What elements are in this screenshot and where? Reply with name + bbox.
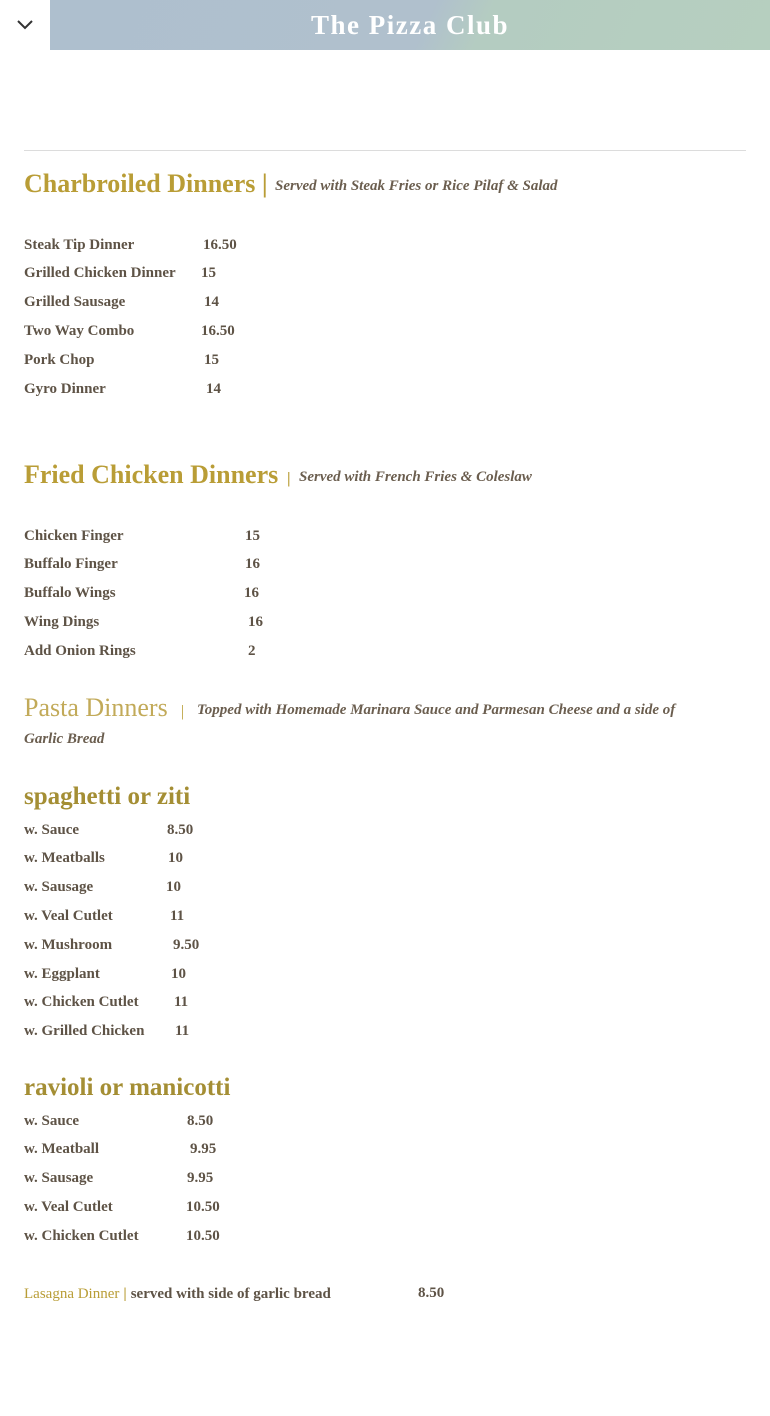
menu-item-name: w. Eggplant (24, 966, 100, 982)
site-title[interactable]: The Pizza Club (310, 9, 509, 40)
menu-item-price: 8.50 (187, 1113, 214, 1129)
menu-toggle-button[interactable] (0, 0, 50, 50)
menu-item-price: 9.50 (173, 937, 200, 953)
menu-item-name: w. Grilled Chicken (24, 1023, 145, 1039)
menu-item-name: w. Veal Cutlet (24, 1199, 113, 1215)
lasagna-name: Lasagna Dinner (24, 1286, 120, 1302)
lasagna-line (24, 1285, 331, 1303)
lasagna-note: served with side of garlic bread (130, 1286, 331, 1302)
menu-item-name: Gyro Dinner (24, 381, 106, 397)
fried-pipe: | (287, 470, 291, 487)
menu-item-price: 16.50 (203, 237, 237, 253)
menu-item-name: Add Onion Rings (24, 643, 136, 659)
menu-item-name: Wing Dings (24, 614, 100, 630)
menu-item-name: Pork Chop (24, 352, 95, 368)
menu-item-name: w. Meatballs (24, 850, 105, 866)
menu-item-price: 9.95 (190, 1141, 217, 1157)
lasagna-pipe: | (123, 1286, 127, 1302)
menu-item-price: 2 (248, 643, 256, 659)
fried-title: Fried Chicken Dinners (24, 460, 279, 489)
menu-item-name: w. Sausage (24, 879, 94, 895)
section-divider (24, 150, 746, 151)
menu-item-name: w. Sauce (24, 1113, 80, 1129)
menu-item-price: 11 (174, 994, 189, 1010)
menu-item-name: Buffalo Wings (24, 585, 116, 601)
spaghetti-title: spaghetti or ziti (24, 783, 191, 810)
menu-item-price: 16 (244, 585, 259, 601)
menu-item-name: Buffalo Finger (24, 556, 118, 572)
menu-item-name: Steak Tip Dinner (24, 237, 135, 253)
menu-item-price: 8.50 (167, 822, 194, 838)
menu-item-price: 11 (170, 908, 185, 924)
menu-item-price: 14 (204, 294, 219, 310)
menu-item-price: 14 (206, 381, 221, 397)
lasagna-price: 8.50 (418, 1285, 445, 1301)
pasta-title: Pasta Dinners (24, 693, 168, 722)
menu-item-name: w. Mushroom (24, 937, 113, 953)
ravioli-title: ravioli or manicotti (24, 1074, 231, 1101)
menu-item-price: 11 (175, 1023, 190, 1039)
menu-item-price: 10.50 (186, 1199, 220, 1215)
menu-item-name: Chicken Finger (24, 528, 124, 544)
menu-item-name: Two Way Combo (24, 323, 135, 339)
menu-item-name: w. Chicken Cutlet (24, 1228, 139, 1244)
menu-item-name: Grilled Chicken Dinner (24, 265, 176, 281)
menu-item-price: 9.95 (187, 1170, 214, 1186)
menu-item-price: 16 (245, 556, 260, 572)
chevron-down-icon (16, 19, 34, 31)
menu-item-name: w. Sauce (24, 822, 80, 838)
menu-item-name: w. Veal Cutlet (24, 908, 113, 924)
menu-item-name: w. Sausage (24, 1170, 94, 1186)
menu-item-price: 10 (171, 966, 186, 982)
menu-item-price: 10 (166, 879, 181, 895)
pasta-note-line1: Topped with Homemade Marinara Sauce and Parmesan Cheese and a side of (197, 702, 676, 718)
charbroiled-title: Charbroiled Dinners | (24, 169, 268, 198)
menu-item-price: 15 (204, 352, 219, 368)
menu-item-price: 16 (248, 614, 263, 630)
charbroiled-note: Served with Steak Fries or Rice Pilaf & Salad (275, 178, 558, 194)
pasta-note-line2: Garlic Bread (24, 731, 105, 747)
top-bar (0, 0, 770, 50)
header-banner[interactable] (50, 0, 770, 50)
menu-item-name: Grilled Sausage (24, 294, 126, 310)
menu-item-name: w. Chicken Cutlet (24, 994, 139, 1010)
menu-item-price: 10.50 (186, 1228, 220, 1244)
menu-item-price: 10 (168, 850, 183, 866)
pasta-pipe: | (181, 703, 185, 720)
fried-note: Served with French Fries & Coleslaw (299, 469, 532, 485)
menu-item-price: 16.50 (201, 323, 235, 339)
menu-item-name: w. Meatball (24, 1141, 99, 1157)
menu-item-price: 15 (245, 528, 260, 544)
menu-item-price: 15 (201, 265, 216, 281)
